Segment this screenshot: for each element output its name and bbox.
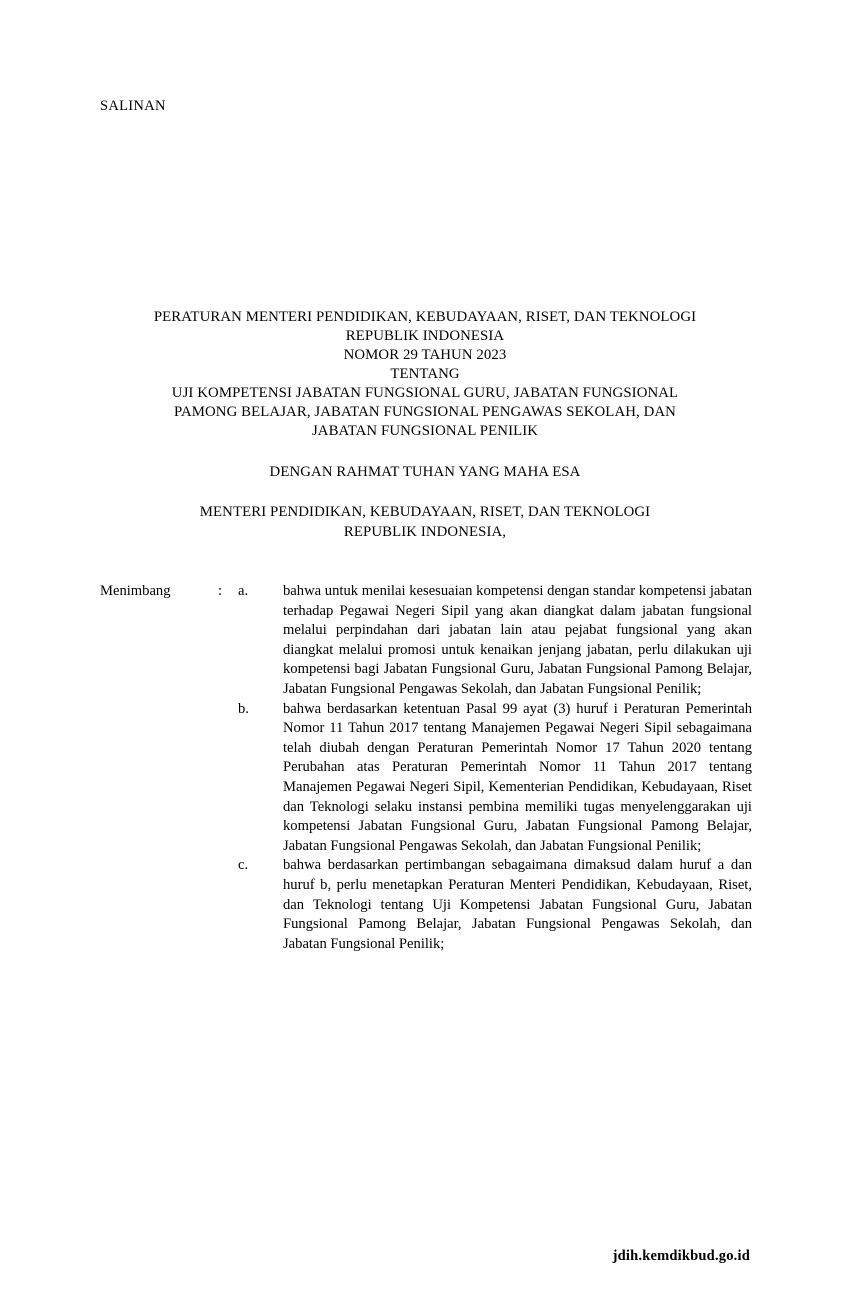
invocation-line: DENGAN RAHMAT TUHAN YANG MAHA ESA [269,464,581,480]
considering-first-row [100,582,752,954]
title-line-5: UJI KOMPETENSI JABATAN FUNGSIONAL GURU, JABATAN FUNGSIONAL [171,385,679,401]
title-line-7: JABATAN FUNGSIONAL PENILIK [311,423,539,439]
considering-clause-list [238,582,752,954]
clause-a [238,582,752,700]
clause-b [238,700,752,857]
title-line-4: TENTANG [390,366,460,382]
authority-line-1: MENTERI PENDIDIKAN, KEBUDAYAAN, RISET, DAN TEKNOLOGI [199,504,651,520]
footer-watermark: jdih.kemdikbud.go.id [612,1248,750,1264]
clause-text-b: bahwa berdasarkan ketentuan Pasal 99 ayat (3) huruf i Peraturan Pemerintah Nomor 11 Tahun 2017 tentang Manajemen Pegawai Negeri Sipil sebagaimana telah diubah dengan Peraturan Pemerintah Nomor 17 Tahun 2020 tentang Perubahan atas Peraturan Pemerintah Nomor 11 Tahun 2017 tentang Manajemen Pegawai Negeri Sipil, Kementerian Pendidikan, Kebudayaan, Riset dan Teknologi selaku instansi pembina memiliki tugas menyelenggarakan uji kompetensi Jabatan Fungsional Guru, Jabatan Fungsional Pamong Belajar, Jabatan Fungsional Pengawas Sekolah, dan Jabatan Fungsional Penilik; [283,700,752,854]
title-line-2: REPUBLIK INDONESIA [345,328,505,344]
title-line-1: PERATURAN MENTERI PENDIDIKAN, KEBUDAYAAN, RISET, DAN TEKNOLOGI [153,309,697,325]
clause-c [238,856,752,954]
clause-text-c: bahwa berdasarkan pertimbangan sebagaimana dimaksud dalam huruf a dan huruf b, perlu menetapkan Peraturan Menteri Pendidikan, Kebudayaan, Riset, dan Teknologi tentang Uji Kompetensi Jabatan Fungsional Guru, Jabatan Fungsional Pamong Belajar, Jabatan Fungsional Pengawas Sekolah, dan Jabatan Fungsional Penilik; [283,857,752,952]
considering-label: Menimbang [100,583,171,599]
clause-text-a: bahwa untuk menilai kesesuaian kompetensi dengan standar kompetensi jabatan terhadap Pegawai Negeri Sipil yang akan diangkat dalam jabatan fungsional melalui perpindahan dari jabatan lain atau pejabat fungsional yang akan diangkat melalui promosi untuk kenaikan jenjang jabatan, perlu dilakukan uji kompetensi bagi Jabatan Fungsional Guru, Jabatan Fungsional Pamong Belajar, Jabatan Fungsional Pengawas Sekolah, dan Jabatan Fungsional Penilik; [283,583,752,697]
issuing-authority-block [80,503,770,542]
copy-stamp: SALINAN [100,98,166,114]
clause-marker-a: a. [238,583,249,599]
title-line-3: NOMOR 29 TAHUN 2023 [343,347,507,363]
document-title-block [80,308,770,441]
considering-section [100,582,752,954]
title-line-6: PAMONG BELAJAR, JABATAN FUNGSIONAL PENGAWAS SEKOLAH, DAN [174,404,676,420]
clause-marker-c: c. [238,857,249,874]
considering-colon: : [218,583,223,599]
authority-line-2: REPUBLIK INDONESIA, [343,523,507,540]
clause-marker-b: b. [238,700,249,717]
